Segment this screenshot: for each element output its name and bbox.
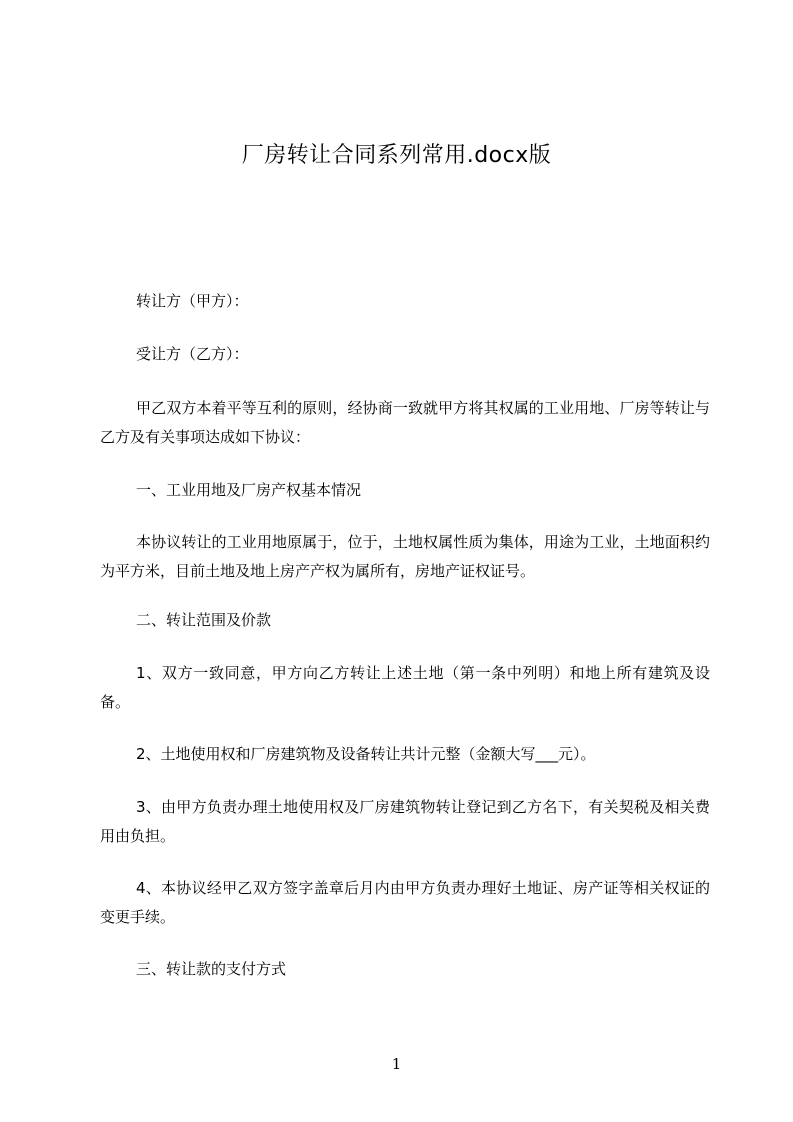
clause-2-4: 4、本协议经甲乙双方签字盖章后月内由甲方负责办理好土地证、房产证等相关权证的变更手续。 xyxy=(100,879,710,926)
document-title: 厂房转让合同系列常用.docx版 xyxy=(241,143,552,168)
section-heading-1: 一、工业用地及厂房产权基本情况 xyxy=(136,481,362,499)
section-heading-2: 二、转让范围及价款 xyxy=(136,611,272,629)
page-number: 1 xyxy=(391,1055,402,1073)
clause-2-1: 1、双方一致同意，甲方向乙方转让上述土地（第一条中列明）和地上所有建筑及设备。 xyxy=(100,664,710,711)
section-1-paragraph: 本协议转让的工业用地原属于，位于，土地权属性质为集体，用途为工业，土地面积约为平方米，目前土地及地上房产产权为属所有，房地产证权证号。 xyxy=(100,533,710,580)
preamble-paragraph: 甲乙双方本着平等互利的原则，经协商一致就甲方将其权属的工业用地、厂房等转让与乙方及有关事项达成如下协议： xyxy=(100,399,710,446)
party-a-line: 转让方（甲方）： xyxy=(136,292,249,310)
clause-2-2: 2、土地使用权和厂房建筑物及设备转让共计元整（金额大写___元）。 xyxy=(136,745,596,763)
section-heading-3: 三、转让款的支付方式 xyxy=(136,960,287,978)
clause-2-3: 3、由甲方负责办理土地使用权及厂房建筑物转让登记到乙方名下，有关契税及相关费用由负担。 xyxy=(100,798,710,845)
party-b-line: 受让方（乙方）： xyxy=(136,345,249,363)
